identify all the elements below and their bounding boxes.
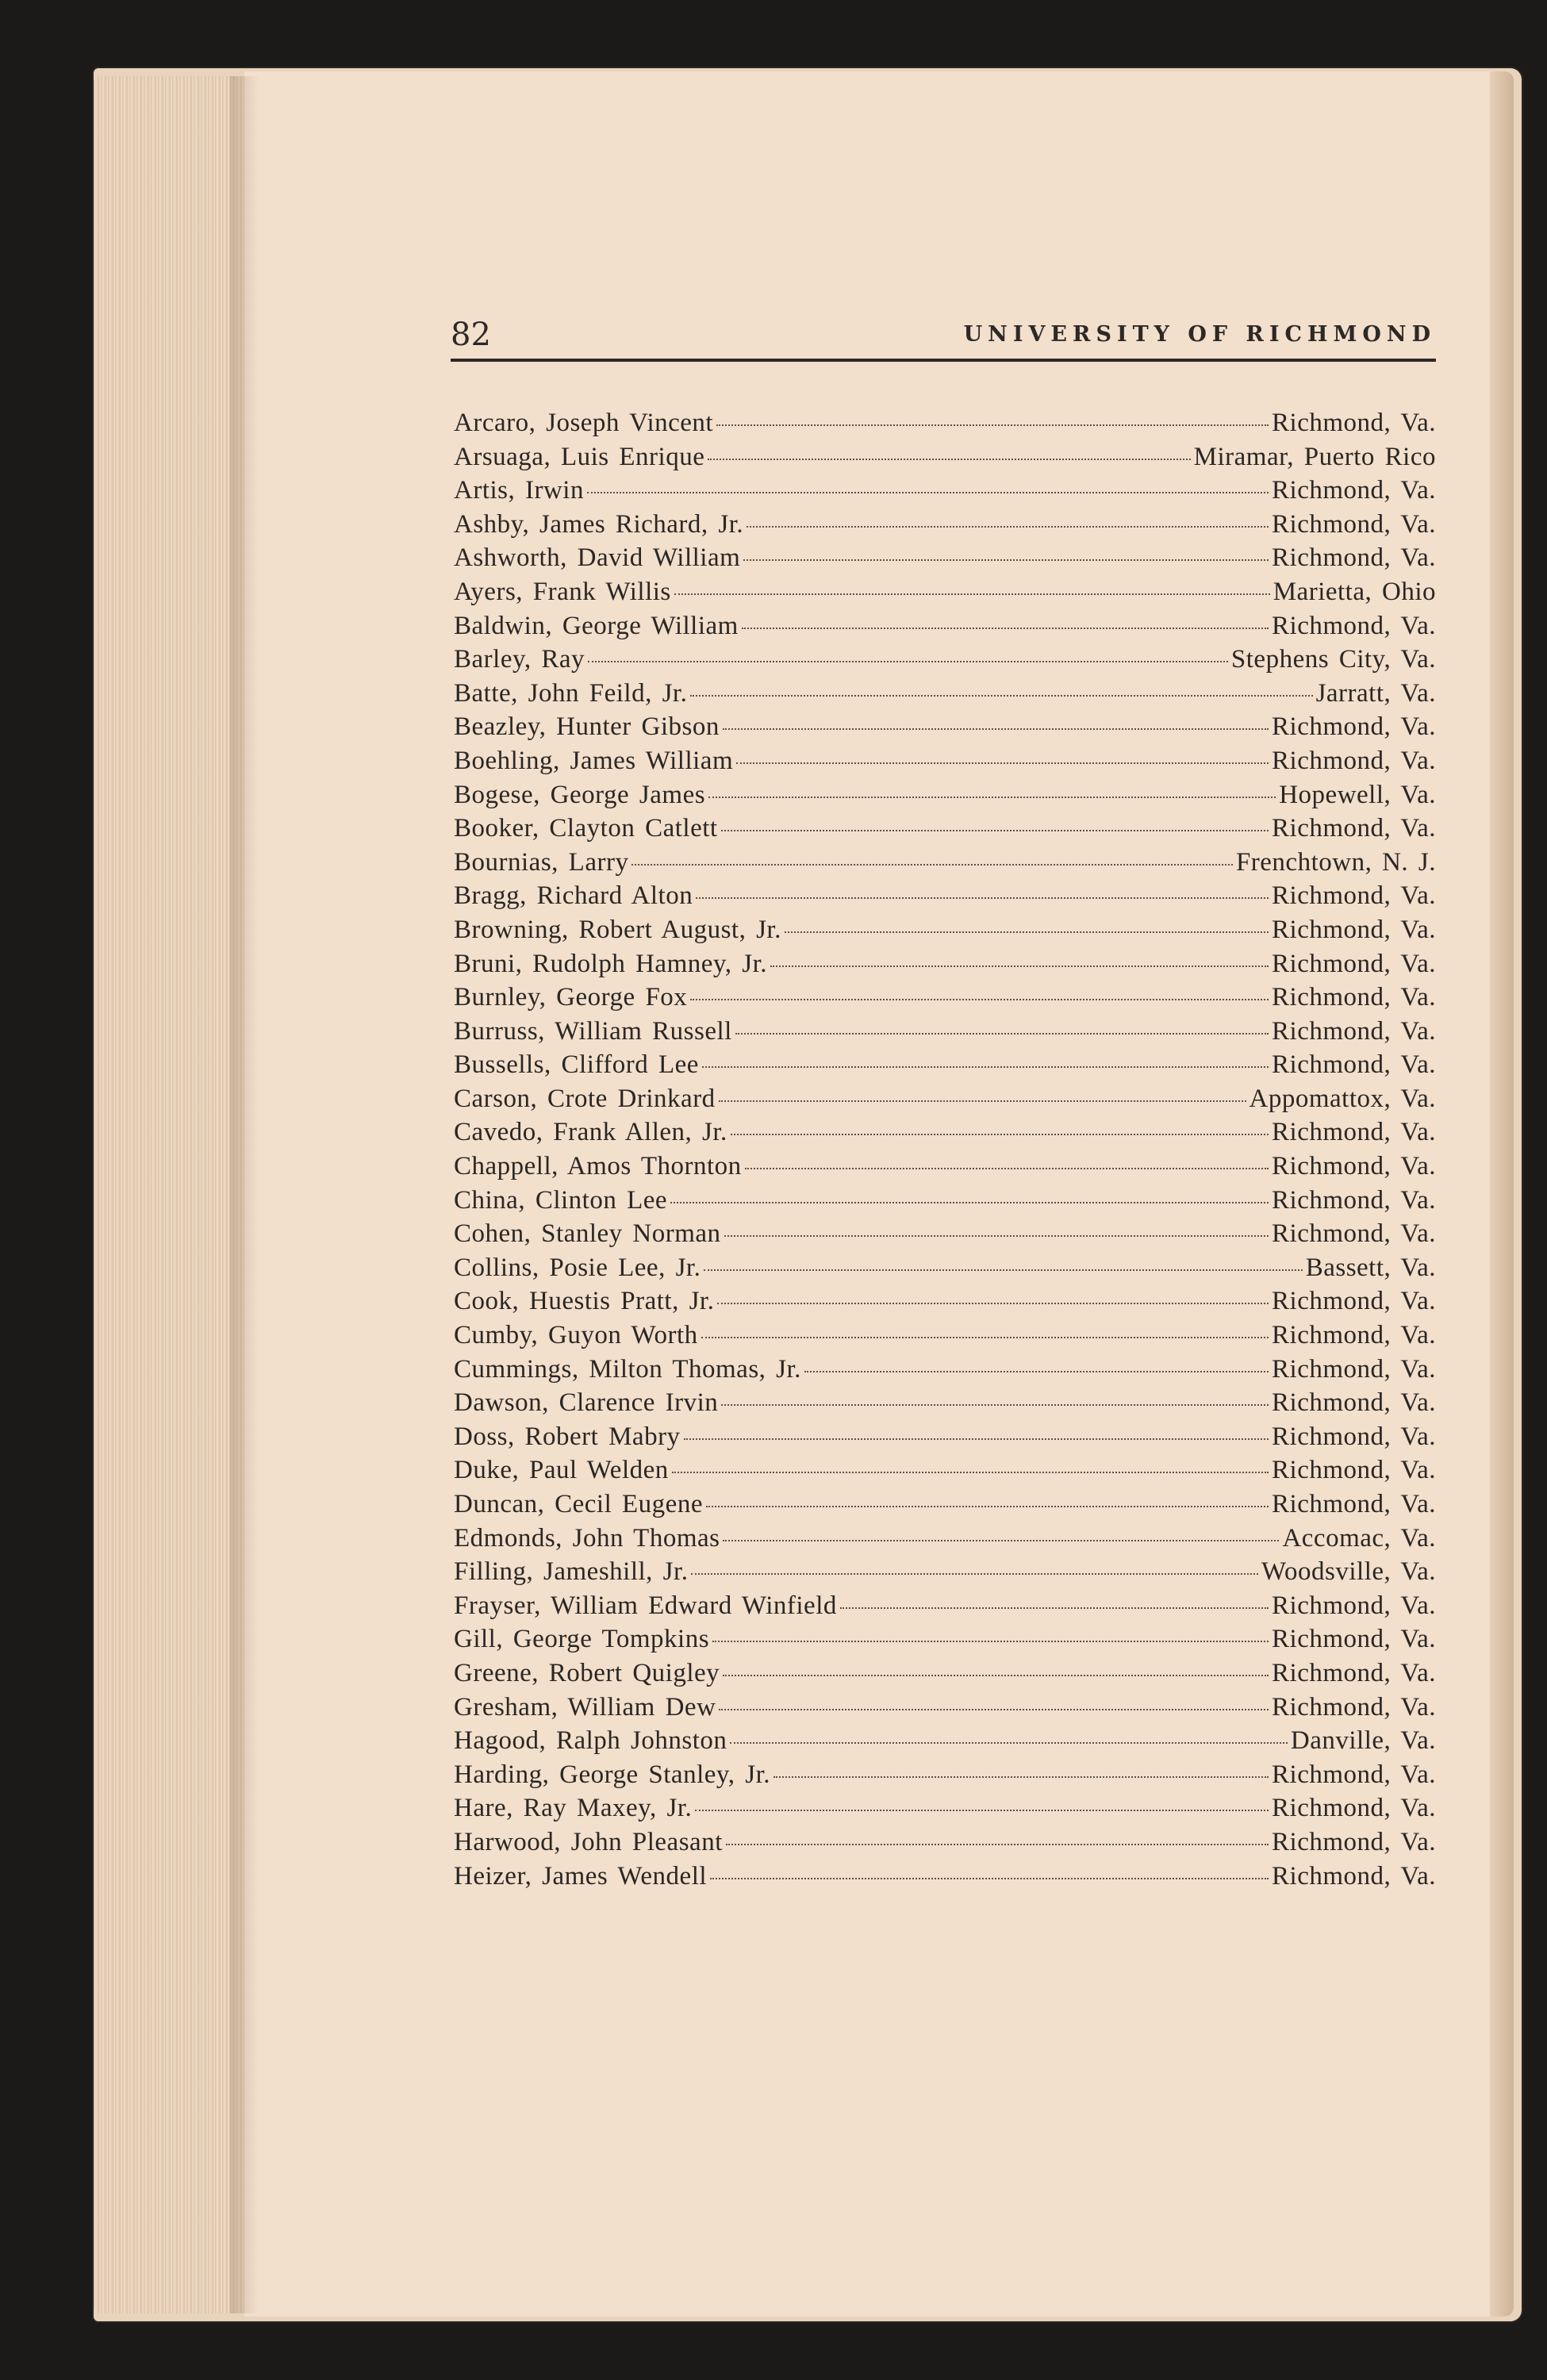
hometown: Richmond, Va. [1272,1692,1436,1722]
dot-leader [723,727,1269,730]
hometown: Richmond, Va. [1272,949,1436,978]
page-number: 82 [451,317,491,353]
roster-entry [454,1862,1436,1896]
dot-leader [631,863,1232,866]
roster-entry [454,476,1436,510]
student-name: Edmonds, John Thomas [454,1523,720,1553]
hometown: Richmond, Va. [1272,1185,1436,1215]
student-name: Harwood, John Pleasant [454,1827,723,1856]
dot-leader [721,1403,1269,1406]
roster-entry [454,612,1436,646]
roster-entry [454,950,1436,984]
roster-entry [454,1557,1436,1591]
student-name: Bruni, Rudolph Hamney, Jr. [454,949,768,978]
hometown: Richmond, Va. [1272,1152,1436,1181]
hometown: Richmond, Va. [1272,1591,1436,1620]
student-name: China, Clinton Lee [454,1185,668,1215]
hometown: Richmond, Va. [1272,611,1436,640]
dot-leader [724,1234,1269,1237]
dot-leader [702,1065,1269,1068]
student-name: Arcaro, Joseph Vincent [454,409,714,437]
roster-entry [454,1625,1436,1659]
roster-entry [454,1253,1436,1288]
hometown: Richmond, Va. [1272,814,1436,843]
roster-entry [454,1524,1436,1558]
running-head [451,311,1436,359]
dot-leader [708,458,1190,460]
dot-leader [672,1471,1269,1473]
hometown: Richmond, Va. [1272,1287,1436,1316]
dot-leader [723,1674,1269,1676]
student-name: Browning, Robert August, Jr. [454,915,781,944]
hometown: Richmond, Va. [1272,983,1436,1012]
student-name: Bussells, Clifford Lee [454,1050,699,1080]
dot-leader [745,1167,1269,1169]
dot-leader [785,931,1269,933]
hometown: Marietta, Ohio [1273,577,1436,606]
roster-entry [454,543,1436,578]
student-name: Carson, Crote Drinkard [454,1084,716,1113]
hometown: Richmond, Va. [1272,409,1436,437]
student-name: Doss, Robert Mabry [454,1422,681,1451]
roster-entry [454,848,1436,882]
roster-entry [454,1659,1436,1693]
hometown: Richmond, Va. [1272,1827,1436,1856]
roster-entry [454,1017,1436,1051]
student-name: Duke, Paul Welden [454,1456,669,1485]
student-name: Bragg, Richard Alton [454,881,693,911]
roster-entry [454,747,1436,781]
dot-leader [774,1775,1269,1778]
hometown: Richmond, Va. [1272,1658,1436,1687]
hometown: Richmond, Va. [1272,746,1436,775]
dot-leader [719,1100,1246,1102]
running-title: UNIVERSITY OF RICHMOND [963,322,1436,347]
hometown: Richmond, Va. [1272,1016,1436,1046]
dot-leader [587,491,1269,493]
student-name: Gresham, William Dew [454,1692,716,1722]
dot-leader [804,1370,1269,1372]
dot-leader [706,1505,1269,1507]
hometown: Appomattox, Va. [1249,1084,1436,1113]
student-name: Arsuaga, Luis Enrique [454,442,705,471]
roster-entry [454,1456,1436,1490]
dot-leader [696,896,1269,899]
roster-entry [454,1355,1436,1389]
roster-entry [454,1760,1436,1795]
roster-entry [454,712,1436,747]
student-name: Ashworth, David William [454,543,741,573]
hometown: Richmond, Va. [1272,1118,1436,1147]
roster-entry [454,510,1436,544]
hometown: Danville, Va. [1290,1726,1436,1756]
dot-leader [704,1269,1302,1271]
dot-leader [716,424,1269,426]
student-name: Cohen, Stanley Norman [454,1219,721,1249]
hometown: Jarratt, Va. [1315,678,1436,708]
roster-entry [454,781,1436,815]
roster-entry [454,443,1436,477]
roster-entry [454,645,1436,679]
roster-entry [454,1287,1436,1321]
student-name: Filling, Jameshill, Jr. [454,1557,689,1587]
student-name: Harding, George Stanley, Jr. [454,1760,771,1789]
student-name: Ashby, James Richard, Jr. [454,509,744,539]
dot-leader [717,1302,1269,1304]
page-stack-edge [94,76,244,2313]
dot-leader [726,1843,1269,1845]
dot-leader [691,1572,1258,1575]
roster-entry [454,1084,1436,1119]
roster-entry [454,881,1436,916]
student-name: Duncan, Cecil Eugene [454,1490,703,1518]
roster-entry [454,1422,1436,1457]
hometown: Miramar, Puerto Rico [1193,442,1436,471]
gutter-shadow [230,76,259,2313]
student-name: Artis, Irwin [454,476,584,505]
hometown: Accomac, Va. [1282,1523,1436,1553]
student-name: Cavedo, Frank Allen, Jr. [454,1118,727,1147]
dot-leader [840,1606,1269,1609]
dot-leader [674,593,1270,595]
dot-leader [710,1877,1269,1879]
roster-entry [454,578,1436,612]
hometown: Woodsville, Va. [1261,1557,1436,1587]
hometown: Richmond, Va. [1272,881,1436,911]
roster-entry [454,1050,1436,1084]
hometown: Richmond, Va. [1272,1050,1436,1080]
dot-leader [723,1539,1279,1541]
roster-entry [454,1726,1436,1760]
roster-entry [454,1490,1436,1524]
hometown: Richmond, Va. [1272,1422,1436,1451]
hometown: Stephens City, Va. [1230,645,1436,674]
roster-entry [454,409,1436,443]
dot-leader [730,1741,1287,1744]
roster-entry [454,1118,1436,1152]
student-roster [454,409,1436,1895]
hometown: Richmond, Va. [1272,476,1436,505]
roster-entry [454,1321,1436,1355]
student-name: Gill, George Tompkins [454,1625,710,1654]
dot-leader [731,1133,1269,1135]
student-name: Dawson, Clarence Irvin [454,1388,719,1418]
hometown: Richmond, Va. [1272,543,1436,573]
dot-leader [690,694,1312,697]
student-name: Bournias, Larry [454,847,629,877]
dot-leader [701,1336,1269,1338]
hometown: Richmond, Va. [1272,1456,1436,1485]
student-name: Booker, Clayton Catlett [454,814,718,843]
hometown: Richmond, Va. [1272,1625,1436,1654]
hometown: Frenchtown, N. J. [1235,847,1436,877]
student-name: Cumby, Guyon Worth [454,1321,698,1350]
roster-entry [454,1591,1436,1626]
dot-leader [721,829,1269,831]
dot-leader [708,796,1276,798]
dot-leader [770,965,1269,967]
roster-entry [454,983,1436,1017]
hometown: Richmond, Va. [1272,915,1436,944]
roster-entry [454,1693,1436,1727]
dot-leader [735,1032,1269,1035]
hometown: Richmond, Va. [1272,1321,1436,1350]
page-right-edge [1490,71,1514,2317]
student-name: Barley, Ray [454,645,585,674]
student-name: Batte, John Feild, Jr. [454,678,688,708]
student-name: Collins, Posie Lee, Jr. [454,1253,701,1282]
roster-entry [454,916,1436,950]
dot-leader [690,998,1269,1000]
hometown: Richmond, Va. [1272,1760,1436,1789]
hometown: Richmond, Va. [1272,1861,1436,1891]
student-name: Hagood, Ralph Johnston [454,1726,727,1756]
student-name: Burruss, William Russell [454,1016,732,1046]
roster-entry [454,679,1436,713]
student-name: Chappell, Amos Thornton [454,1152,742,1181]
roster-entry [454,1219,1436,1253]
dot-leader [712,1640,1269,1642]
dot-leader [695,1809,1269,1811]
hometown: Richmond, Va. [1272,1388,1436,1418]
student-name: Beazley, Hunter Gibson [454,712,720,742]
hometown: Richmond, Va. [1272,509,1436,539]
roster-entry [454,814,1436,848]
student-name: Greene, Robert Quigley [454,1658,720,1687]
roster-entry [454,1828,1436,1862]
student-name: Cummings, Milton Thomas, Jr. [454,1354,801,1384]
student-name: Heizer, James Wendell [454,1861,708,1891]
hometown: Richmond, Va. [1272,1794,1436,1823]
dot-leader [743,559,1269,561]
roster-entry [454,1794,1436,1828]
dot-leader [588,660,1228,662]
dot-leader [742,627,1269,629]
student-name: Burnley, George Fox [454,983,688,1012]
hometown: Richmond, Va. [1272,1354,1436,1384]
student-name: Frayser, William Edward Winfield [454,1591,837,1620]
student-name: Bogese, George James [454,780,706,809]
student-name: Ayers, Frank Willis [454,577,671,606]
roster-entry [454,1186,1436,1220]
dot-leader [670,1201,1269,1203]
hometown: Richmond, Va. [1272,1219,1436,1249]
header-rule [451,359,1436,362]
dot-leader [719,1708,1269,1710]
roster-entry [454,1152,1436,1186]
student-name: Hare, Ray Maxey, Jr. [454,1794,693,1823]
roster-entry [454,1388,1436,1422]
hometown: Richmond, Va. [1272,712,1436,742]
student-name: Baldwin, George William [454,611,739,640]
dot-leader [736,762,1269,764]
student-name: Boehling, James William [454,746,734,775]
dot-leader [684,1438,1269,1440]
dot-leader [747,525,1269,528]
hometown: Richmond, Va. [1272,1490,1436,1518]
hometown: Hopewell, Va. [1279,780,1436,809]
student-name: Cook, Huestis Pratt, Jr. [454,1287,715,1316]
hometown: Bassett, Va. [1305,1253,1436,1282]
